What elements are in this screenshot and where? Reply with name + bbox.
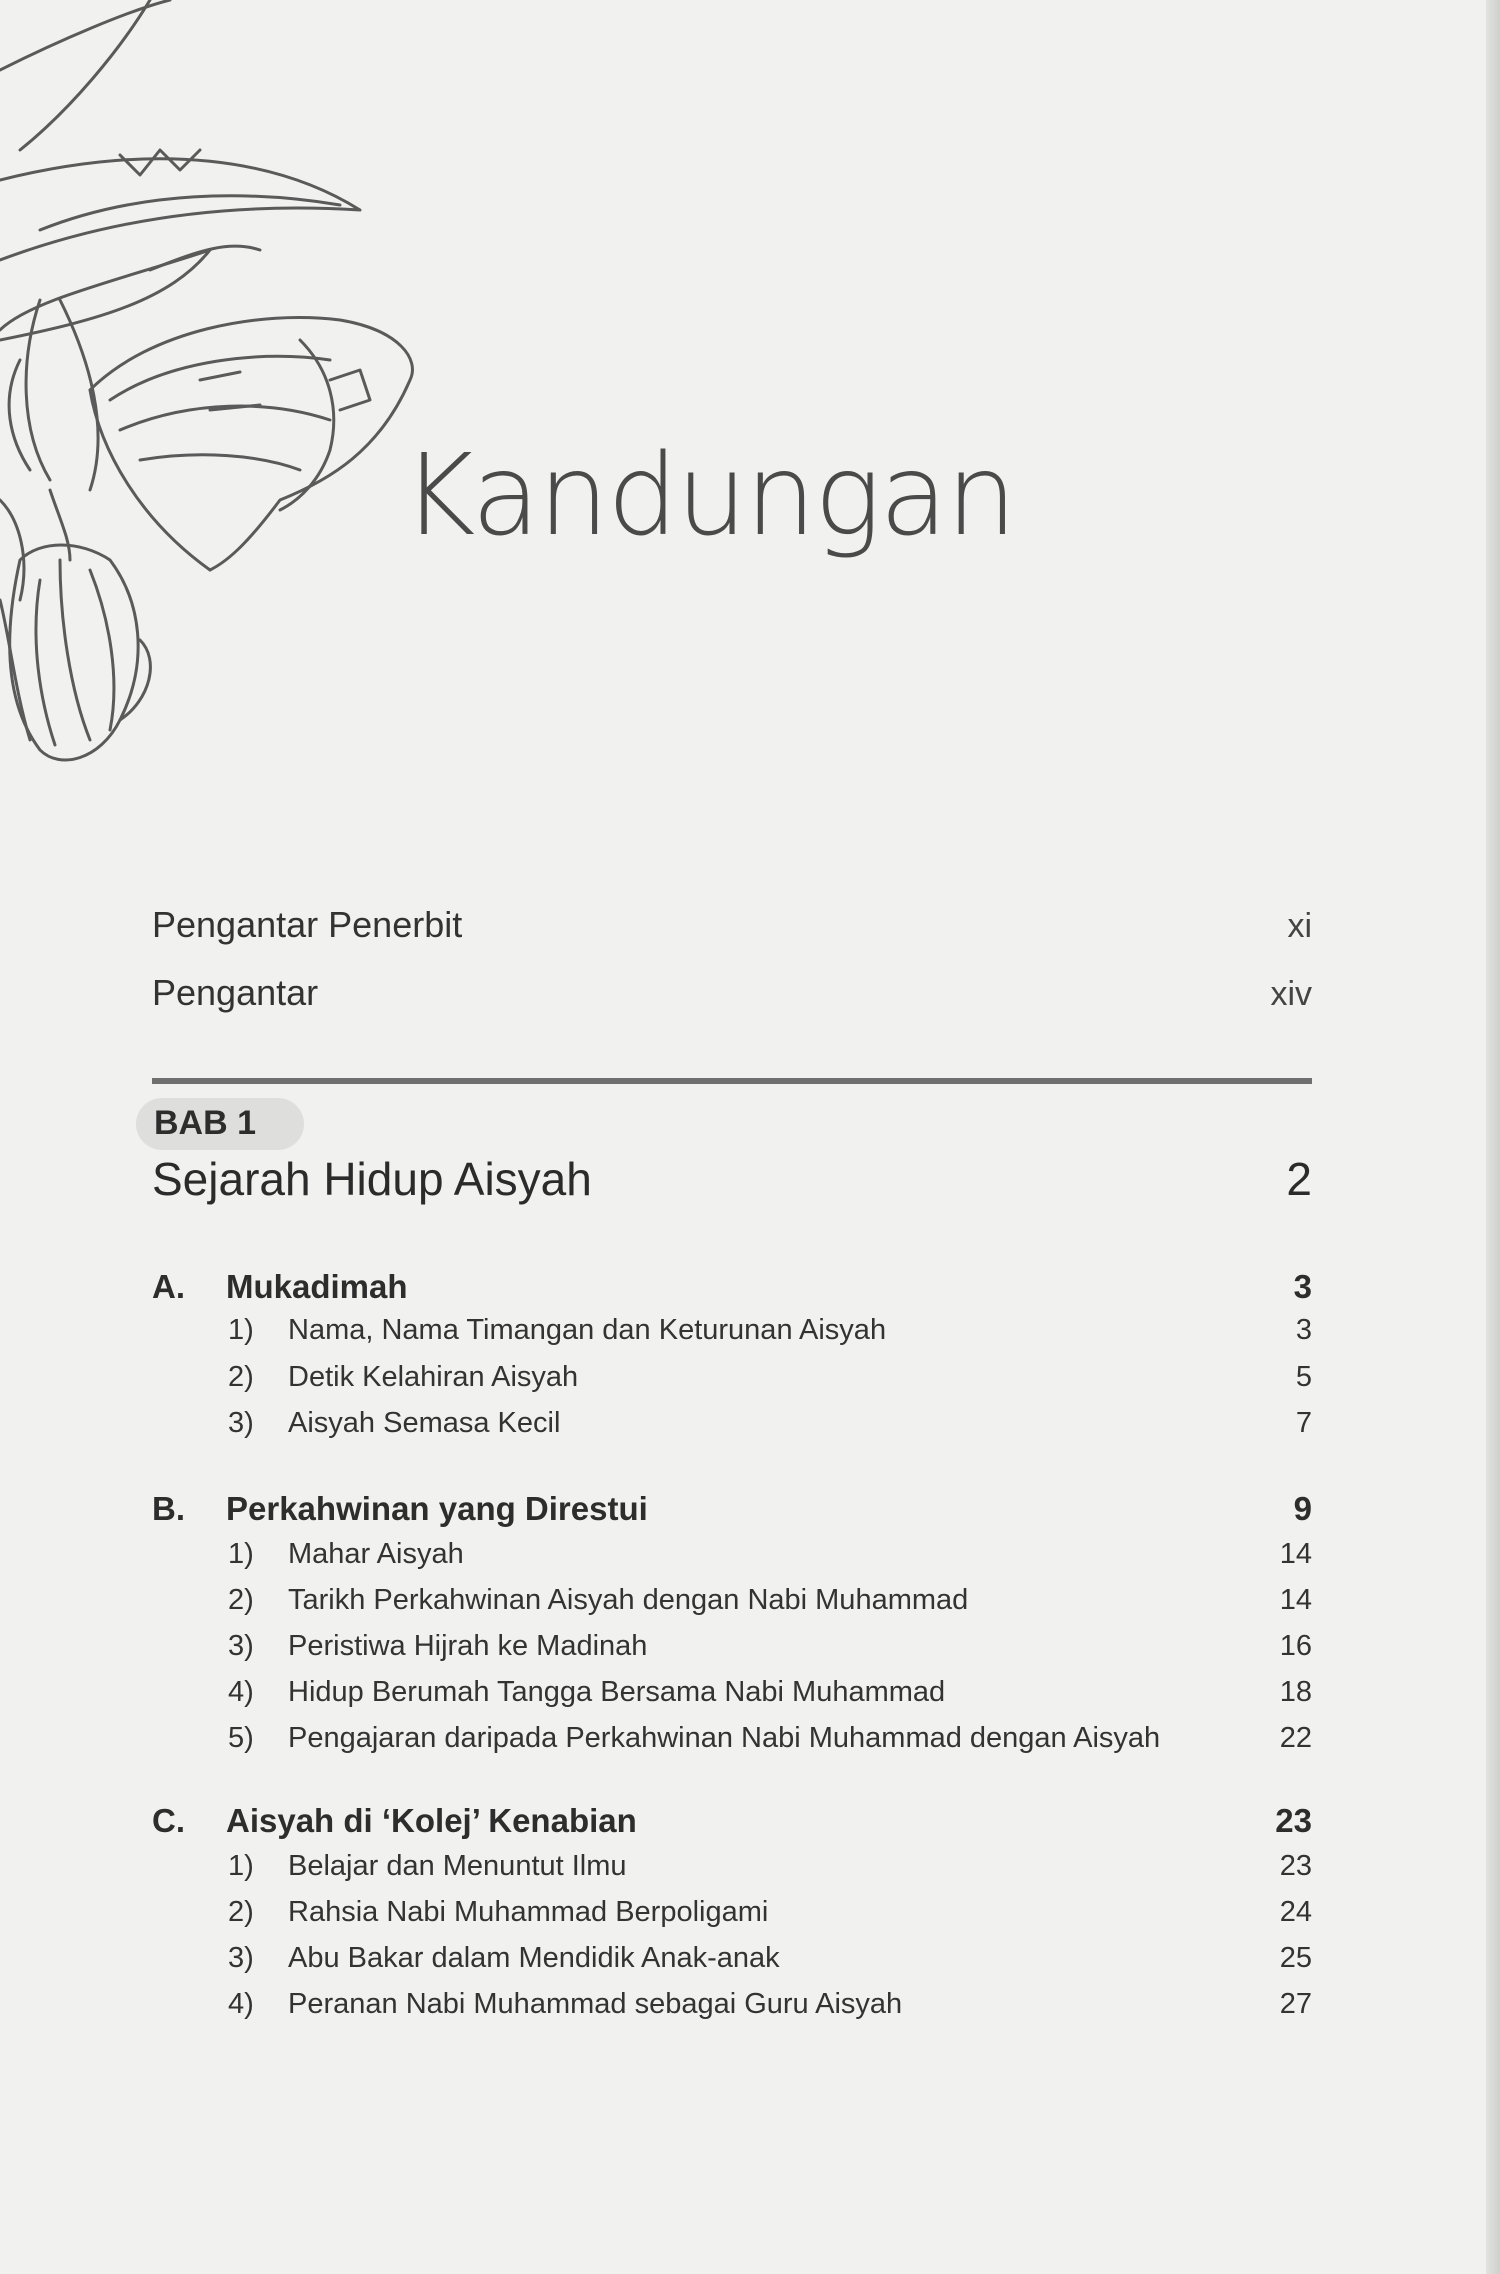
subentry-page: 14	[1279, 1538, 1312, 1570]
subentry-title: Pengajaran daripada Perkahwinan Nabi Muhammad dengan Aisyah	[288, 1722, 1161, 1754]
toc-subentry[interactable]	[228, 1988, 1312, 2028]
subentry-title: Belajar dan Menuntut Ilmu	[288, 1850, 627, 1882]
chapter-page: 2	[1286, 1153, 1312, 1205]
subentry-page: 22	[1279, 1722, 1312, 1754]
subentry-title: Peranan Nabi Muhammad sebagai Guru Aisyah	[288, 1988, 903, 2020]
subentry-number: 1)	[228, 1850, 254, 1882]
toc-subentry[interactable]	[228, 1584, 1312, 1624]
subentry-number: 5)	[228, 1722, 254, 1754]
subentry-title: Rahsia Nabi Muhammad Berpoligami	[288, 1896, 769, 1928]
toc-subentry[interactable]	[228, 1676, 1312, 1716]
subentry-page: 7	[1295, 1407, 1312, 1439]
section-letter: C.	[152, 1802, 185, 1839]
subentry-title: Nama, Nama Timangan dan Keturunan Aisyah	[288, 1314, 887, 1346]
toc-subentry[interactable]	[228, 1850, 1312, 1890]
toc-entry-page: xiv	[1270, 975, 1312, 1013]
chapter-title: Sejarah Hidup Aisyah	[152, 1153, 592, 1205]
section-title: Mukadimah	[226, 1268, 408, 1305]
subentry-number: 4)	[228, 1988, 254, 2020]
toc-subentry[interactable]	[228, 1942, 1312, 1982]
page-title: Kandungan	[402, 431, 1015, 561]
subentry-title: Aisyah Semasa Kecil	[288, 1407, 561, 1439]
toc-subentry[interactable]	[228, 1314, 1312, 1354]
section-title: Perkahwinan yang Direstui	[226, 1490, 648, 1527]
toc-subentry[interactable]	[228, 1630, 1312, 1670]
section-letter: A.	[152, 1268, 185, 1305]
section-page: 23	[1275, 1802, 1312, 1839]
subentry-number: 2)	[228, 1896, 254, 1928]
subentry-number: 2)	[228, 1361, 254, 1393]
toc-section-c[interactable]	[152, 1802, 1312, 1844]
subentry-title: Mahar Aisyah	[288, 1538, 464, 1570]
subentry-page: 5	[1295, 1361, 1312, 1393]
section-page: 9	[1293, 1490, 1312, 1527]
toc-entry-title: Pengantar	[152, 972, 319, 1013]
toc-section-a[interactable]	[152, 1268, 1312, 1310]
flower-illustration-icon	[0, 0, 440, 780]
subentry-number: 2)	[228, 1584, 254, 1616]
subentry-page: 18	[1279, 1676, 1312, 1708]
subentry-page: 14	[1279, 1584, 1312, 1616]
chapter-label: BAB 1	[154, 1104, 257, 1142]
subentry-number: 3)	[228, 1630, 254, 1662]
toc-section-b[interactable]	[152, 1490, 1312, 1532]
toc-subentry[interactable]	[228, 1722, 1312, 1762]
toc-subentry[interactable]	[228, 1896, 1312, 1936]
subentry-page: 24	[1279, 1896, 1312, 1928]
toc-front-entry[interactable]	[152, 904, 1312, 952]
toc-front-entry[interactable]	[152, 972, 1312, 1020]
subentry-page: 25	[1279, 1942, 1312, 1974]
section-title: Aisyah di ‘Kolej’ Kenabian	[226, 1802, 637, 1839]
toc-entry-page: xi	[1287, 907, 1312, 945]
subentry-title: Peristiwa Hijrah ke Madinah	[288, 1630, 648, 1662]
subentry-page: 16	[1279, 1630, 1312, 1662]
subentry-page: 27	[1279, 1988, 1312, 2020]
toc-subentry[interactable]	[228, 1538, 1312, 1578]
subentry-number: 1)	[228, 1538, 254, 1570]
subentry-title: Abu Bakar dalam Mendidik Anak-anak	[288, 1942, 780, 1974]
subentry-title: Detik Kelahiran Aisyah	[288, 1361, 579, 1393]
subentry-number: 4)	[228, 1676, 254, 1708]
subentry-page: 23	[1279, 1850, 1312, 1882]
section-letter: B.	[152, 1490, 185, 1527]
page-edge	[1486, 0, 1500, 2274]
toc-subentry[interactable]	[228, 1407, 1312, 1447]
toc-subentry[interactable]	[228, 1361, 1312, 1401]
section-page: 3	[1293, 1268, 1312, 1305]
subentry-number: 1)	[228, 1314, 254, 1346]
chapter-heading[interactable]	[152, 1152, 1312, 1212]
subentry-title: Tarikh Perkahwinan Aisyah dengan Nabi Muhammad	[288, 1584, 969, 1616]
subentry-title: Hidup Berumah Tangga Bersama Nabi Muhammad	[288, 1676, 946, 1708]
toc-entry-title: Pengantar Penerbit	[152, 904, 463, 945]
subentry-page: 3	[1295, 1314, 1312, 1346]
chapter-divider	[152, 1078, 1312, 1084]
subentry-number: 3)	[228, 1407, 254, 1439]
subentry-number: 3)	[228, 1942, 254, 1974]
